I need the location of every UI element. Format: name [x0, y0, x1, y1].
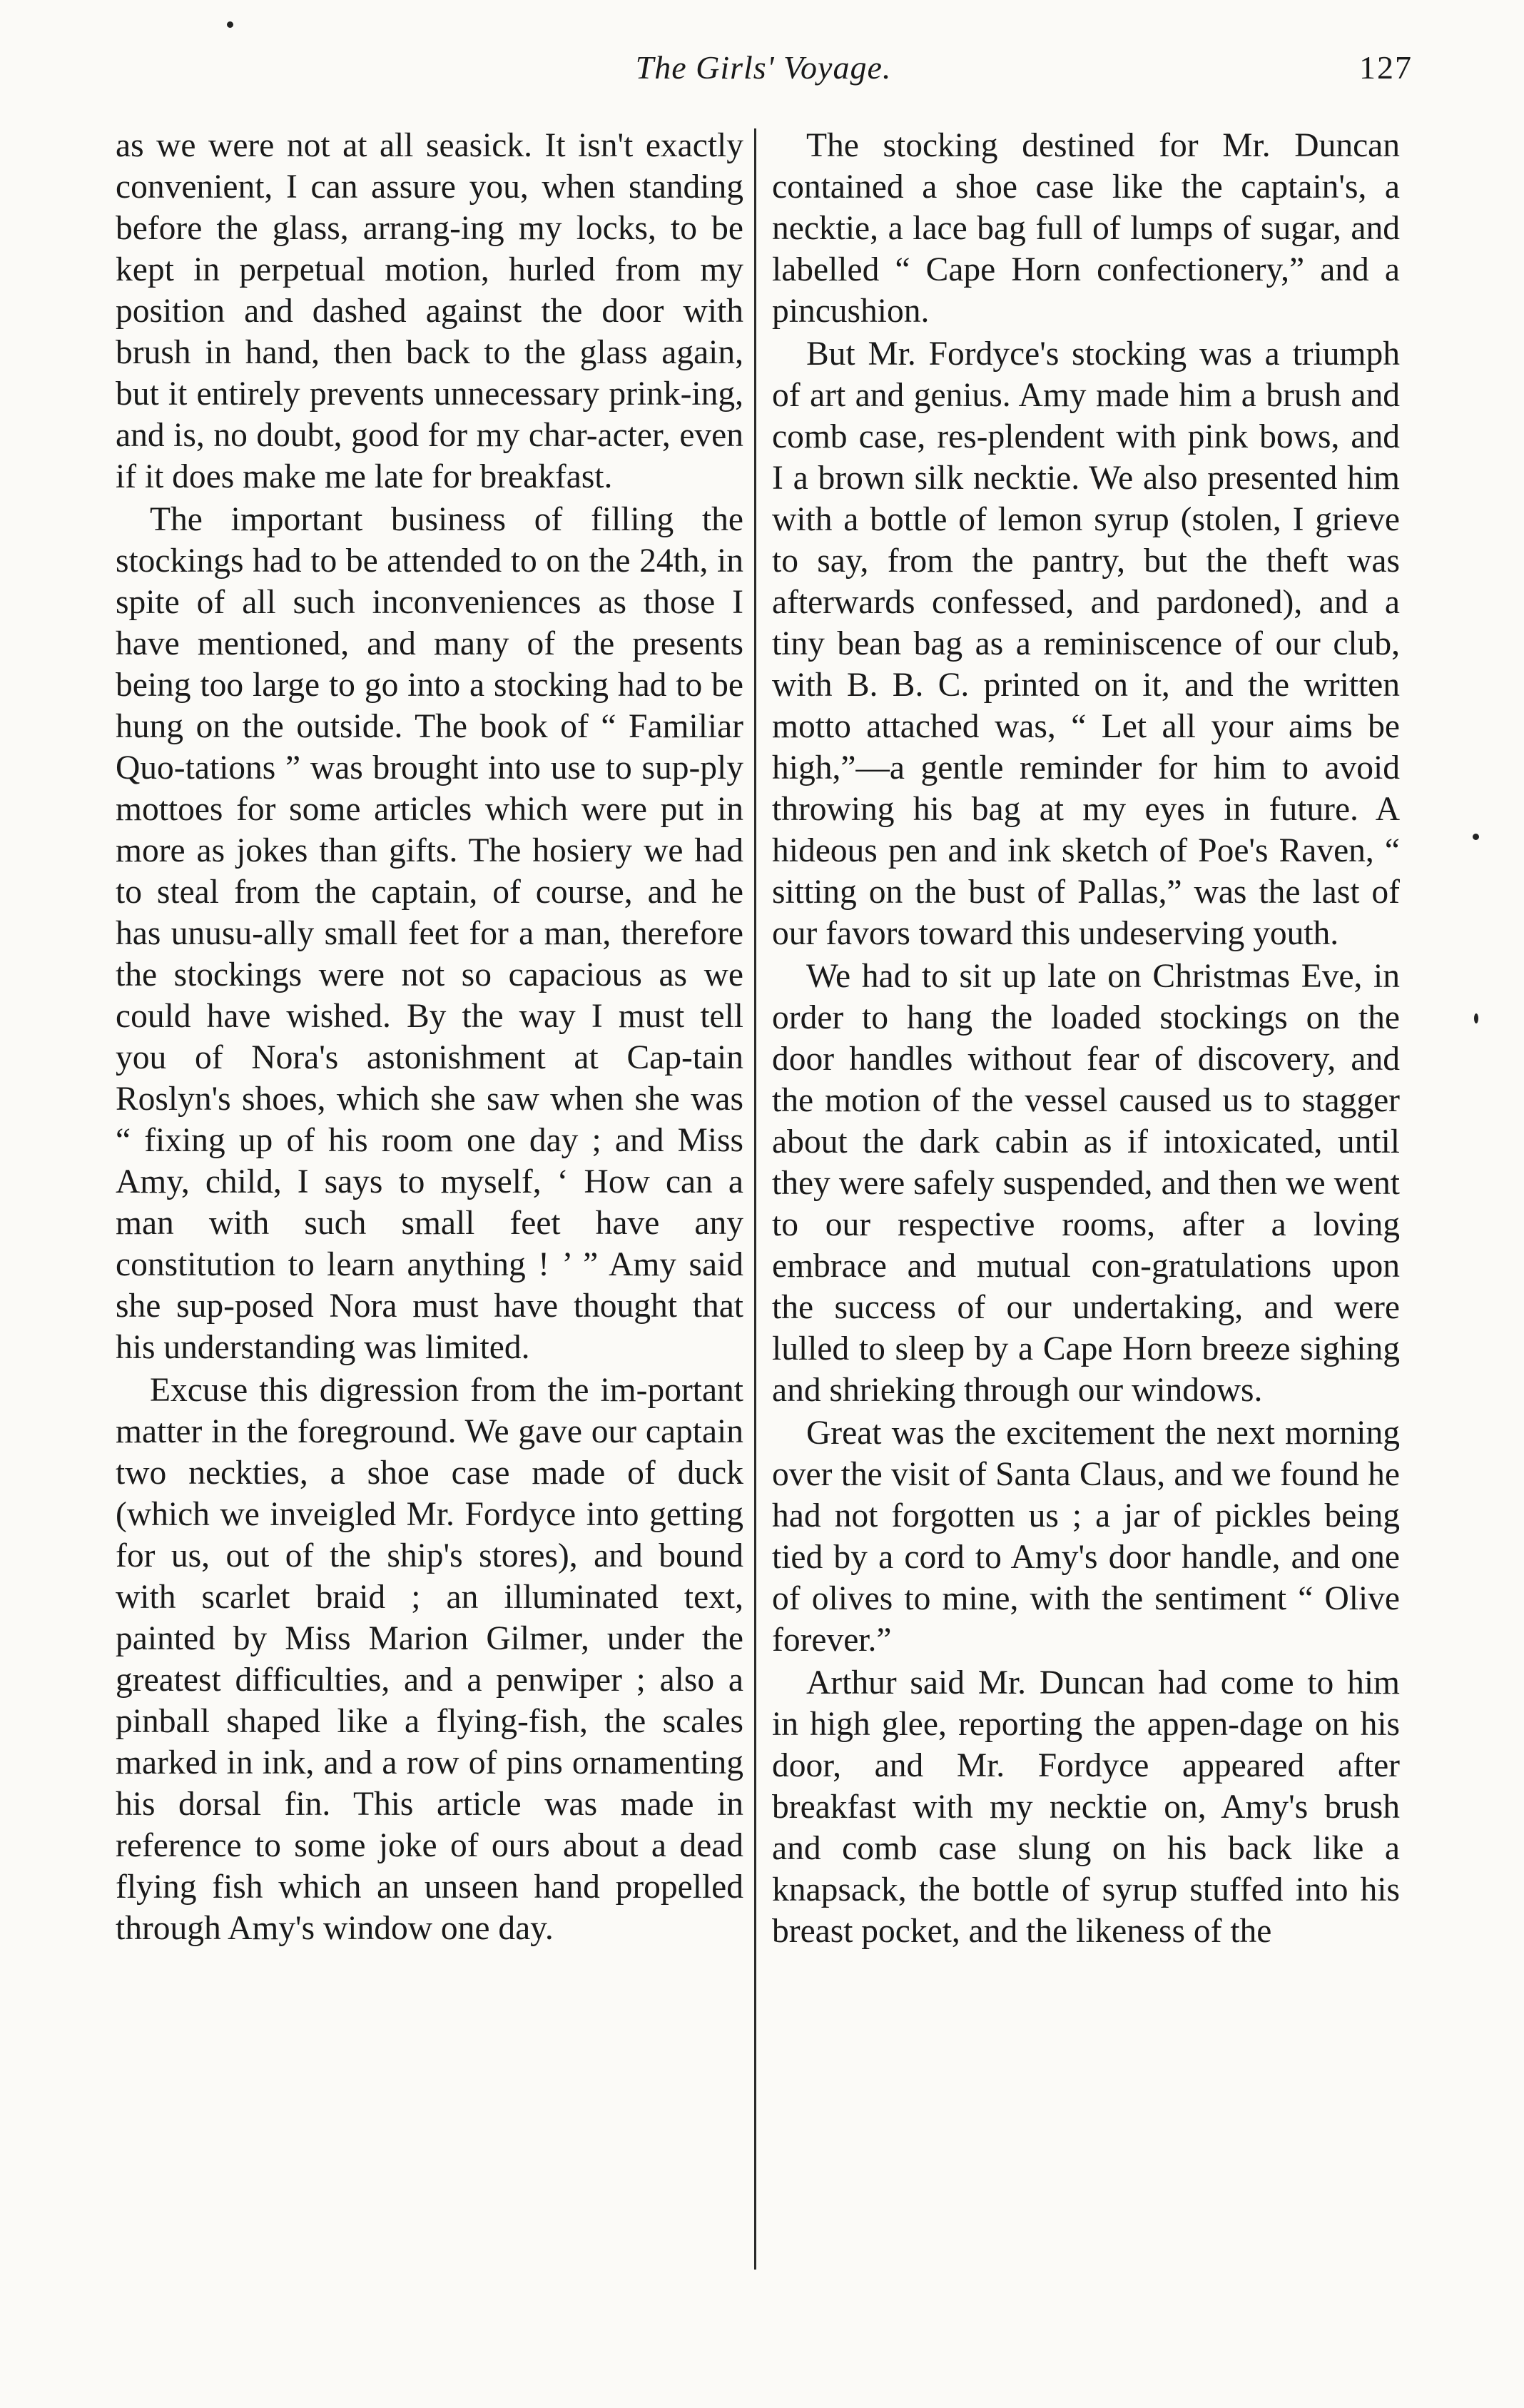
running-title: The Girls' Voyage.	[635, 49, 892, 86]
page-number: 127	[1359, 49, 1413, 86]
print-speck	[1474, 1013, 1478, 1023]
column-divider	[754, 128, 756, 2270]
print-speck	[227, 21, 233, 28]
paragraph: Excuse this digression from the im-portant matter in the foreground. We gave our captain two neckties, a shoe case made of duck (which we inveigled Mr. Fordyce into getting for us, out of the ship's stores), and bound with scarlet braid ; an illuminated text, painted by Miss Marion Gilmer, under the greatest difficulties, and a penwiper ; also a pinball shaped like a flying-fish, the scales marked in ink, and a row of pins ornamenting his dorsal fin. This article was made in reference to some joke of ours about a dead flying fish which an unseen hand propelled through Amy's window one day.	[116, 1372, 743, 1947]
paragraph: We had to sit up late on Christmas Eve, in order to hang the loaded stockings on the door handles without fear of discovery, and the motion of the vessel caused us to stagger about the dark cabin as if intoxicated, until they were safely suspended, and then we went to our respective rooms, after a loving embrace and mutual con-gratulations upon the success of our undertaking, and were lulled to sleep by a Cape Horn breeze sighing and shrieking through our windows.	[772, 958, 1400, 1409]
left-column	[116, 125, 743, 1949]
right-column	[772, 125, 1400, 1952]
paragraph: The important business of filling the stockings had to be attended to on the 24th, in spite of all such inconveniences as those I have mentioned, and many of the presents being too large to go into a stocking had to be hung on the outside. The book of “ Familiar Quo-tations ” was brought into use to sup-ply mottoes for some articles which were put in more as jokes than gifts. The hosiery we had to steal from the captain, of course, and he has unusu-ally small feet for a man, therefore the stockings were not so capacious as we could have wished. By the way I must tell you of Nora's astonishment at Cap-tain Roslyn's shoes, which she saw when she was “ fixing up of his room one day ; and Miss Amy, child, I says to myself, ‘ How can a man with such small feet have any constitution to learn anything ! ’ ” Amy said she sup-posed Nora must have thought that his understanding was limited.	[116, 501, 743, 1366]
paragraph: as we were not at all seasick. It isn't exactly convenient, I can assure you, when standing before the glass, arrang-ing my locks, to be kept in perpetual motion, hurled from my position and dashed against the door with brush in hand, then back to the glass again, but it entirely prevents unnecessary prink-ing, and is, no doubt, good for my char-acter, even if it does make me late for breakfast.	[116, 127, 743, 495]
paragraph: The stocking destined for Mr. Duncan contained a shoe case like the captain's, a necktie, a lace bag full of lumps of sugar, and labelled “ Cape Horn confectionery,” and a pincushion.	[772, 127, 1400, 330]
paragraph: But Mr. Fordyce's stocking was a triumph of art and genius. Amy made him a brush and comb case, res-plendent with pink bows, and I a brown silk necktie. We also presented him with a bottle of lemon syrup (stolen, I grieve to say, from the pantry, but the theft was afterwards confessed, and pardoned), and a tiny bean bag as a reminiscence of our club, with B. B. C. printed on it, and the written motto attached was, “ Let all your aims be high,”—a gentle reminder for him to avoid throwing his bag at my eyes in future. A hideous pen and ink sketch of Poe's Raven, “ sitting on the bust of Pallas,” was the last of our favors toward this undeserving youth.	[772, 335, 1400, 952]
paragraph: Great was the excitement the next morning over the visit of Santa Claus, and we found he had not forgotten us ; a jar of pickles being tied by a cord to Amy's door handle, and one of olives to mine, with the sentiment “ Olive forever.”	[772, 1415, 1400, 1659]
paragraph: Arthur said Mr. Duncan had come to him in high glee, reporting the appen-dage on his door, and Mr. Fordyce appeared after breakfast with my necktie on, Amy's brush and comb case slung on his back like a knapsack, the bottle of syrup stuffed into his breast pocket, and the likeness of the	[772, 1664, 1400, 1950]
print-speck	[1473, 834, 1479, 840]
page-header	[114, 49, 1413, 98]
